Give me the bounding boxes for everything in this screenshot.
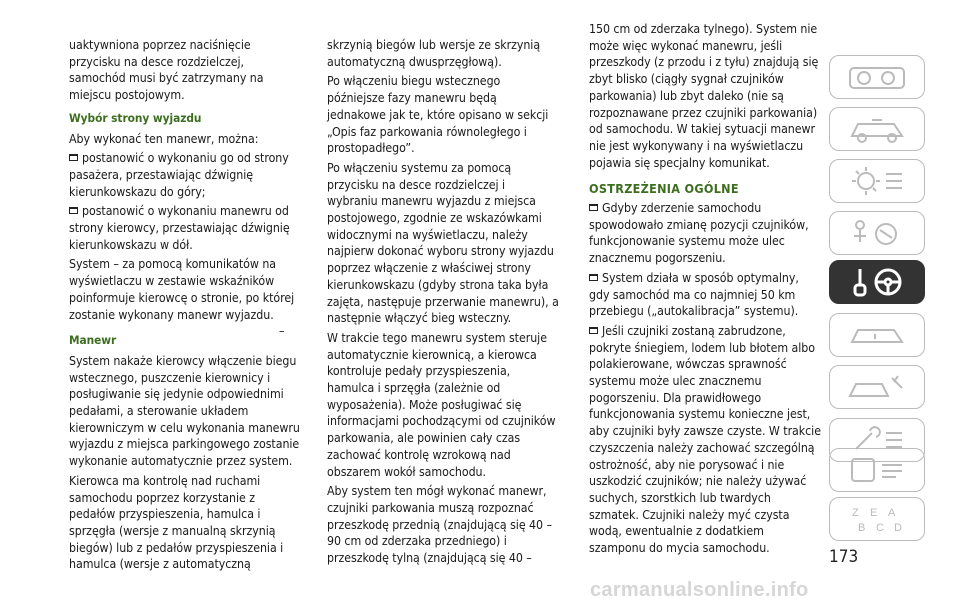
bullet-item: Gdyby zderzenie samochodu spowodowało zmianę pozycji czujników, funkcjonowanie systemu może ulec znacznemu pogorszeniu. bbox=[589, 201, 809, 266]
tab-safety[interactable] bbox=[829, 211, 925, 255]
paragraph: uaktywniona poprzez naciśnięcie przycisku na desce rozdzielczej, samochód musi być zatrzymany na miejscu postojowym. bbox=[69, 38, 264, 103]
tab-tech-specs[interactable] bbox=[829, 448, 925, 492]
text-column-2 bbox=[327, 37, 559, 570]
dash-mark: – bbox=[279, 324, 285, 338]
car-breakdown-icon bbox=[842, 318, 912, 352]
svg-text:E: E bbox=[870, 507, 878, 519]
paragraph: Po włączeniu systemu za pomocą przycisku na desce rozdzielczej i wybraniu manewru wyjazdu z miejsca postojowego, zgodnie ze wskazówkami widocznymi na wyświetlaczu, należy najpierw dokonać wyboru strony wyjazdu poprzez włączenie z właściwej strony kierunkowskazu (gdyby strona taka była zajęta, następuje przerwanie manewru), a następnie włączyć bieg wsteczny. bbox=[327, 160, 559, 326]
bullet-icon bbox=[69, 207, 78, 214]
bullet-icon bbox=[589, 204, 598, 211]
bullet-item: System działa w sposób optymalny, gdy samochód ma co najmniej 50 km przebiegu („autokalibracja” systemu). bbox=[589, 270, 799, 319]
text-column-3 bbox=[589, 21, 821, 560]
tab-car-info[interactable] bbox=[829, 107, 925, 151]
car-info-icon bbox=[842, 112, 912, 146]
bullet-item: postanowić o wykonaniu manewru od strony kierowcy, przestawiając dźwignię kierunkowskazu w dół. bbox=[69, 204, 290, 252]
bullet-icon bbox=[589, 327, 598, 334]
tech-specs-icon bbox=[842, 453, 912, 487]
paragraph: Kierowca ma kontrolę nad ruchami samochodu poprzez korzystanie z pedałów przyspieszenia, hamulca i sprzęgła (wersje z manualną skrzynią biegów) lub z pedałów przyspieszenia i hamulca (wersje z automatyczną bbox=[69, 473, 284, 572]
tab-dashboard[interactable] bbox=[829, 55, 925, 99]
tab-lights[interactable] bbox=[829, 159, 925, 203]
svg-text:B: B bbox=[858, 522, 866, 534]
watermark[interactable]: carmanualsonline.info bbox=[590, 579, 809, 601]
svg-text:D: D bbox=[894, 522, 902, 534]
page-number: 173 bbox=[829, 547, 859, 567]
bullet-icon bbox=[589, 274, 598, 281]
section-heading: Manewr bbox=[69, 333, 117, 348]
svg-text:A: A bbox=[888, 507, 896, 519]
warning-heading: OSTRZEŻENIA OGÓLNE bbox=[589, 181, 739, 197]
paragraph: 150 cm od zderzaka tylnego). System nie może więc wykonać manewru, jeśli przeszkody (z przodu i z tyłu) znajdują się zbyt blisko (ciągły sygnał czujników parkowania) lub zbyt daleko (nie są rozpoznawane przez czujniki parkowania) od samochodu. W takiej sytuacji manewr nie jest wykonywany i na wyświetlaczu pojawia się specjalny komunikat. bbox=[589, 22, 819, 170]
paragraph: Po włączeniu biegu wstecznego późniejsze fazy manewru będą jednakowe jak te, które opisano w sekcji „Opis faz parkowania równoległego i prostopadłego”. bbox=[327, 74, 549, 156]
key-steering-icon bbox=[842, 265, 912, 299]
text-column-1 bbox=[69, 37, 301, 576]
car-service-icon bbox=[842, 370, 912, 404]
paragraph: Aby wykonać ten manewr, można: bbox=[69, 131, 259, 146]
bullet-icon bbox=[69, 154, 78, 161]
bullet-item: Jeśli czujniki zostaną zabrudzone, pokryte śniegiem, lodem lub błotem albo polakierowane, wówczas sprawność systemu może ulec znacznemu pogorszeniu. Dla prawidłowego funkcjonowania systemu konieczne jest, aby czujniki były zawsze czyste. W trakcie czyszczenia należy zachować szczególną ostrożność, aby nie porysować i nie uszkodzić czujników; nie należy używać suchych, szorstkich lub twardych szmatek. Czujniki należy myć czysta wodą, ewentualnie z dodatkiem szamponu do mycia samochodu. bbox=[589, 323, 821, 556]
paragraph: skrzynią biegów lub wersje ze skrzynią automatyczną dwusprzęgłową). bbox=[327, 38, 541, 69]
lights-icon bbox=[842, 164, 912, 198]
airbag-safety-icon bbox=[842, 216, 912, 250]
bullet-item: postanowić o wykonaniu go od strony pasażera, przestawiając dźwignię kierunkowskazu do góry; bbox=[69, 151, 289, 199]
index-icon bbox=[842, 502, 912, 536]
svg-text:C: C bbox=[876, 522, 884, 534]
paragraph: W trakcie tego manewru system steruje automatycznie kierownicą, a kierowca kontroluje pedały przyspieszenia, hamulca i sprzęgła (zależnie od wyposażenia). Może posługiwać się informacjami pochodzącymi od czujników parkowania, ale powinien cały czas zachować kontrolę wzrokową nad obszarem wokół samochodu. bbox=[327, 330, 556, 479]
section-heading: Wybór strony wyjazdu bbox=[69, 110, 202, 125]
car-dashboard-icon bbox=[842, 60, 912, 94]
svg-text:Z: Z bbox=[852, 507, 859, 519]
tab-starting-driving[interactable] bbox=[829, 260, 925, 304]
tab-index[interactable] bbox=[829, 497, 925, 541]
tab-breakdown[interactable] bbox=[829, 313, 925, 357]
paragraph: Aby system ten mógł wykonać manewr, czujniki parkowania muszą rozpoznać przeszkodę przednią (znajdującą się 40 – 90 cm od zderzaka przedniego) i przeszkodę tylną (znajdującą się 40 – bbox=[327, 484, 552, 566]
paragraph: System nakaże kierowcy włączenie biegu wstecznego, puszczenie kierownicy i posługiwanie się jedynie odpowiednimi pedałami, a sterowanie układem kierowniczym w celu wykonania manewru wyjazdu z miejsca parkingowego zostanie wykonanie automatycznie przez system. bbox=[69, 353, 300, 469]
paragraph: System – za pomocą komunikatów na wyświetlaczu w zestawie wskaźników poinformuje kierowcę o stronie, po której zostanie wykonany manewr wyjazdu. bbox=[69, 257, 295, 322]
tab-service[interactable] bbox=[829, 365, 925, 409]
